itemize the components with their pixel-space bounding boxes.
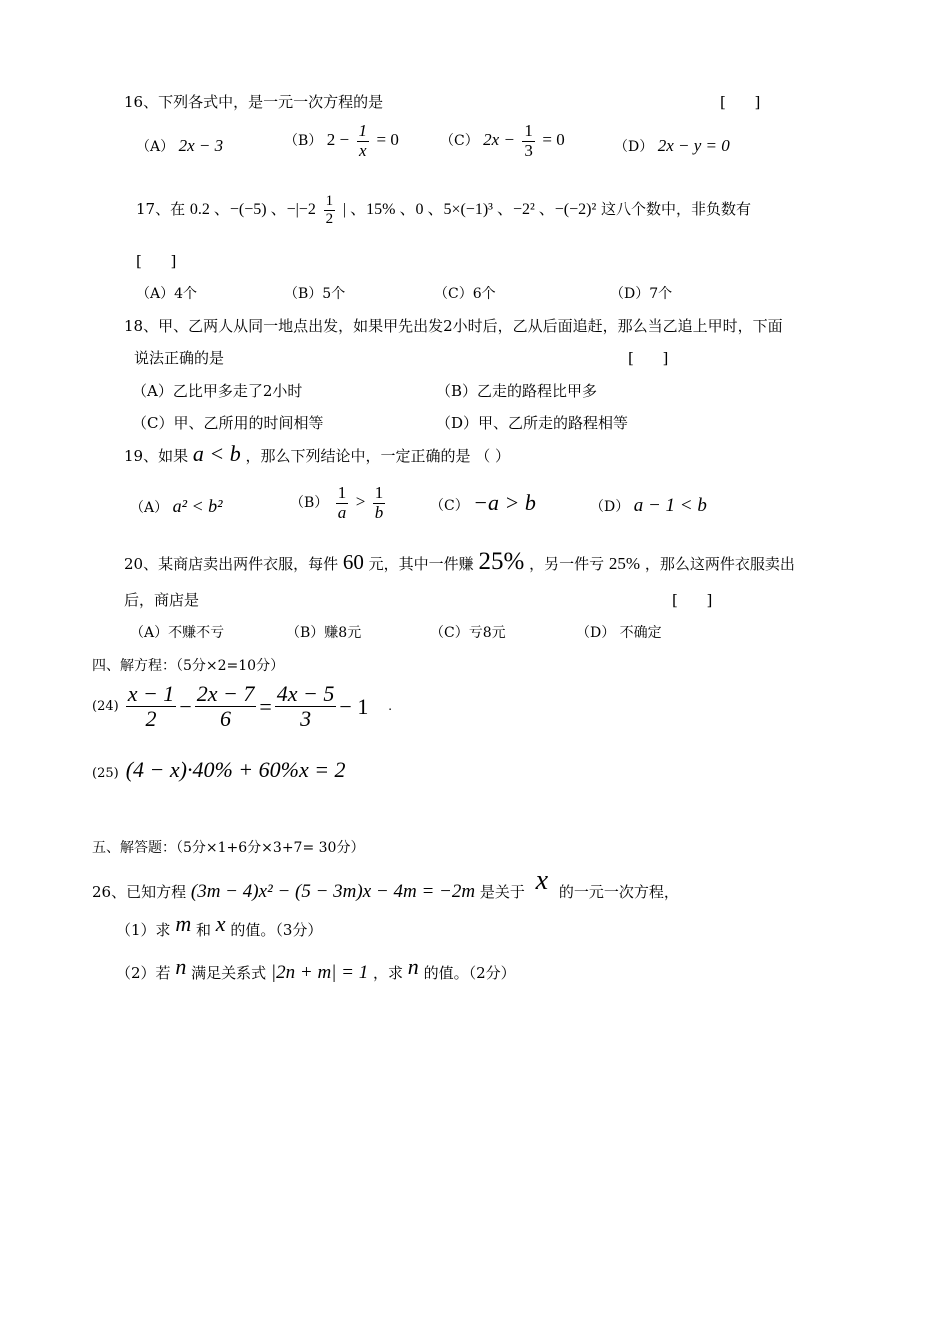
q26-stem <box>92 866 679 907</box>
q19-option-a <box>130 496 223 518</box>
q26-part-1 <box>116 911 322 943</box>
numerator: 1 <box>524 121 533 140</box>
equation-tail: − 1 <box>339 693 369 719</box>
q20-option-d: （D） 不确定 <box>576 625 662 641</box>
denominator: 2 <box>325 210 334 227</box>
conjunction: 和 <box>196 921 212 939</box>
q26-stem-mid: 是关于 <box>479 883 525 901</box>
q18-option-c: （C）甲、乙所用的时间相等 <box>132 414 324 432</box>
option-label: （B） <box>290 495 329 512</box>
option-math: −a > b <box>473 490 536 515</box>
fraction <box>324 193 336 227</box>
q17-stem-end: 这八个数中，非负数有 <box>601 200 752 218</box>
option-math-post: = 0 <box>376 130 399 150</box>
fraction <box>126 682 177 731</box>
q20-stem-line2: 后，商店是 <box>124 591 200 609</box>
denominator: a <box>337 502 347 522</box>
q20-option-c: （C）亏8元 <box>430 625 506 641</box>
equation-25 <box>92 756 346 788</box>
numerator: 2x − 7 <box>196 681 255 706</box>
q20-option-b: （B）赚8元 <box>286 625 362 641</box>
q20-stem-pre: 20、某商店卖出两件衣服，每件 <box>124 555 339 573</box>
fraction <box>373 484 386 522</box>
q20-price: 60 <box>342 550 364 574</box>
q20-stem-end: ，那么这两件衣服卖出 <box>644 555 795 573</box>
q20-stem-mid2: ，另一件亏 <box>529 555 605 573</box>
q18-option-d: （D）甲、乙所走的路程相等 <box>436 414 629 432</box>
denominator: 6 <box>220 706 232 732</box>
denominator: 3 <box>300 706 312 732</box>
option-math-post: = 0 <box>542 130 565 150</box>
q18-stem-line2: 说法正确的是 <box>134 349 225 367</box>
relation: > <box>355 492 366 512</box>
part-mid2: ，求 <box>373 964 404 982</box>
q19-stem <box>124 441 511 466</box>
q17-option-b: （B）5个 <box>284 286 346 302</box>
q16-stem: 16、下列各式中，是一元一次方程的是 <box>124 93 384 111</box>
part-prefix: （2）若 <box>116 964 171 982</box>
trailing-dot: . <box>388 698 392 714</box>
q16-option-c <box>440 122 565 160</box>
part-mid: 满足关系式 <box>191 964 267 982</box>
denominator: x <box>359 140 367 160</box>
relation-math: |2n + m| = 1 <box>270 962 369 983</box>
q19-condition: a < b <box>192 441 241 466</box>
numerator: 4x − 5 <box>276 681 335 706</box>
option-label: （C） <box>440 133 479 150</box>
option-label: （D） <box>590 499 630 515</box>
part-suffix: 的值。（2分） <box>423 964 516 982</box>
q26-variable: x <box>535 865 549 896</box>
denominator: 2 <box>145 706 157 732</box>
q20-stem-line1 <box>124 549 795 577</box>
variable-m: m <box>175 911 192 936</box>
part-prefix: （1）求 <box>116 921 171 939</box>
equation-number: (25) <box>92 766 119 781</box>
option-math: 2x − 3 <box>178 136 224 155</box>
fraction <box>336 484 349 522</box>
numerator: 1 <box>358 121 368 140</box>
q26-equation: (3m − 4)x² − (5 − 3m)x − 4m = −2m <box>190 881 476 902</box>
q16-option-b <box>284 122 399 160</box>
numerator: 1 <box>374 483 384 502</box>
option-label: （C） <box>430 498 469 514</box>
q20-answer-bracket: [ ] <box>672 591 713 609</box>
numerator: 1 <box>337 483 347 502</box>
q26-stem-end: 的一元一次方程， <box>558 883 679 901</box>
numerator: x − 1 <box>127 681 175 706</box>
equals-sign: = <box>259 693 272 719</box>
equation-math: (4 − x)·40% + 60%x = 2 <box>125 757 346 782</box>
fraction <box>195 682 257 731</box>
minus-sign: − <box>179 693 192 719</box>
part-suffix: 的值。（3分） <box>230 921 323 939</box>
q16-option-a <box>136 136 223 157</box>
option-label: （A） <box>130 500 169 516</box>
q19-option-b <box>290 484 388 522</box>
section-5-title: 五、解答题：（5分×1+6分×3+7= 30分） <box>92 840 365 856</box>
q16-option-d <box>614 136 730 157</box>
equation-24 <box>92 682 392 731</box>
variable-n: n <box>407 954 419 979</box>
option-math: a − 1 < b <box>633 495 707 516</box>
q17-numbers-rest: | 、15% 、0 、5×(−1)³ 、−2² 、−(−2)² <box>342 201 597 218</box>
option-label: （B） <box>284 133 323 150</box>
q17-option-a: （A）4个 <box>136 286 198 302</box>
option-math: 2x − y = 0 <box>657 136 730 155</box>
fraction <box>275 682 337 731</box>
option-label: （D） <box>614 139 654 155</box>
q20-option-a: （A）不赚不亏 <box>130 625 225 641</box>
option-label: （A） <box>136 139 175 155</box>
q26-stem-pre: 26、已知方程 <box>92 883 187 901</box>
q17-answer-bracket: [ ] <box>136 252 177 270</box>
q19-stem-post: ，那么下列结论中，一定正确的是 （ ） <box>245 447 511 465</box>
variable-n: n <box>175 954 187 979</box>
q20-percent-loss: 25% <box>608 554 641 573</box>
q17-option-d: （D）7个 <box>610 286 673 302</box>
denominator: b <box>374 502 384 522</box>
numerator: 1 <box>325 193 334 209</box>
q26-part-2 <box>116 953 516 987</box>
section-4-title: 四、解方程：（5分×2=10分） <box>92 658 285 674</box>
option-math-pre: 2 − <box>326 130 350 150</box>
option-math-pre: 2x − <box>483 130 515 150</box>
equation-number: (24) <box>92 698 119 714</box>
q18-option-b: （B）乙走的路程比甲多 <box>436 382 598 400</box>
denominator: 3 <box>524 140 533 160</box>
q18-answer-bracket: [ ] <box>628 349 669 367</box>
q19-option-c <box>430 490 536 516</box>
q18-stem-line1: 18、甲、乙两人从同一地点出发，如果甲先出发2小时后，乙从后面追赶，那么当乙追上甲时，下面 <box>124 317 783 335</box>
q16-answer-bracket: [ ] <box>720 93 761 111</box>
q20-percent-gain: 25% <box>478 548 525 575</box>
q19-option-d <box>590 496 707 517</box>
q19-stem-pre: 19、如果 <box>124 447 189 465</box>
fraction <box>357 122 370 160</box>
q17-stem-start: 17、在 <box>136 200 186 218</box>
q17-option-c: （C）6个 <box>434 286 496 302</box>
option-math: a² < b² <box>172 496 223 516</box>
q17-numbers: 0.2 、−(−5) 、−|−2 <box>189 201 316 218</box>
q17-stem <box>136 193 751 227</box>
fraction <box>522 122 535 160</box>
q18-option-a: （A）乙比甲多走了2小时 <box>132 382 303 400</box>
variable-x: x <box>215 911 226 936</box>
q20-stem-mid1: 元，其中一件赚 <box>368 555 474 573</box>
